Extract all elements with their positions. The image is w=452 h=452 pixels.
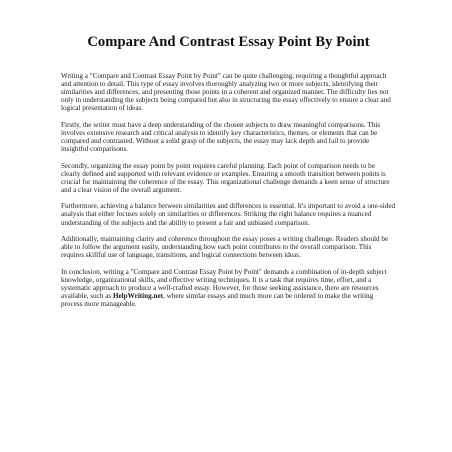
paragraph-furthermore: Furthermore, achieving a balance between similarities and differences is essential. It's important to avoid a one-sided analysis that either focuses solely on similarities or differences. Striking the right balance requires a nuanced understanding of the subjects and the ability to present a fair and unbiased comparison. — [61, 202, 396, 227]
paragraph-secondly: Secondly, organizing the essay point by point requires careful planning. Each point of comparison needs to be clearly defined and supported with relevant evidence or examples. Ensuring a smooth transition between points is crucial for maintaining the coherence of the essay. This organizational challenge demands a keen sense of structure and a clear vision of the overall argument. — [61, 161, 390, 194]
helpwriting-link: HelpWriting.net — [112, 292, 164, 301]
paragraph-intro: Writing a "Compare and Contrast Essay Point by Point" can be quite challenging, requiring a thoughtful approach and attention to detail. This type of essay involves thoroughly analyzing two or more subjects, identifying their similarities and differences, and presenting those points in a coherent and organized manner. The difficulty lies not only in understanding the subjects being compared but also in structuring the essay effectively to ensure a clear and logical presentation of ideas. — [61, 72, 391, 113]
paragraph-additionally: Additionally, maintaining clarity and coherence throughout the essay poses a writing challenge. Readers should be able to follow the argument easily, understanding how each point contributes to the overall comparison. This requires skillful use of language, transitions, and logical connections between ideas. — [61, 235, 389, 260]
conclusion-text-after: , where similar essays and much more can be ordered to make the writing process more manageable. — [61, 292, 374, 309]
document-title: Compare And Contrast Essay Point By Point — [87, 34, 370, 50]
paragraph-conclusion — [61, 268, 396, 308]
conclusion-text-before: In conclusion, writing a "Compare and Contrast Essay Point by Point" demands a combination of in-depth subject knowledge, organizational skills, and effective writing techniques. It is a task that requires time, effort, and a systematic approach to produce a well-crafted essay. However, for those seeking assistance, there are resources available, such as — [61, 267, 387, 301]
paragraph-firstly: Firstly, the writer must have a deep understanding of the chosen subjects to draw meaningful comparisons. This involves extensive research and critical analysis to identify key characteristics, themes, or elements that can be compared and contrasted. Without a solid grasp of the subjects, the essay may lack depth and fail to provide insightful comparisons. — [61, 120, 381, 154]
